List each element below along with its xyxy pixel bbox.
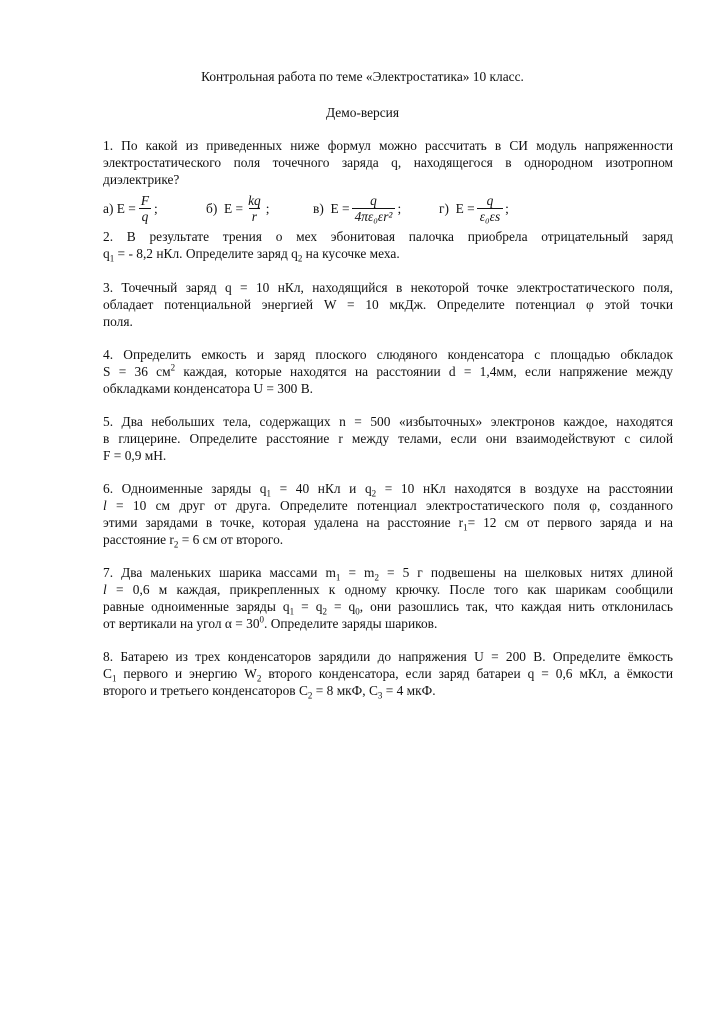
question-7: [103, 564, 673, 632]
denominator: q: [139, 208, 152, 224]
question-4-line: 4. Определить емкость и заряд плоского слюдяного конденсатора с площадью обкладок: [103, 347, 673, 362]
question-7-line: l = 0,6 м каждая, прикрепленных к одному крючку. После того как шарикам сообщили: [103, 582, 673, 597]
question-2-line: 2. В результате трения о мех эбонитовая палочка приобрела отрицательный заряд: [103, 229, 673, 244]
question-5-line: в глицерине. Определите расстояние r между телами, если они взаимодействуют с силой: [103, 431, 673, 446]
option-end: ;: [154, 200, 158, 216]
option-label: б): [206, 200, 218, 216]
question-1-line: диэлектрике?: [103, 172, 180, 187]
option-lhs: E =: [330, 200, 350, 216]
fraction: [138, 193, 152, 224]
fraction: [245, 193, 264, 224]
page-subtitle: Демо-версия: [325, 105, 400, 120]
numerator: q: [370, 192, 377, 208]
question-6-line: 6. Одноименные заряды $q_1 = 40$ нКл и $q_2 = 10$ нКл находятся в воздухе на расстоянии: [103, 481, 673, 499]
option-label: г): [439, 200, 449, 216]
question-1-line: электростатического поля точечного заряда q, находящегося в однородном изотропном: [103, 155, 673, 170]
question-4-line: S = 36 $см^2$ каждая, которые находятся на расстоянии d = 1,4мм, если напряжение между: [103, 362, 674, 379]
question-3-line: поля.: [103, 314, 133, 329]
question-6-line: l = 10 см друг от друга. Определите потенциал электростатического поля φ, созданного: [103, 498, 673, 513]
option-lhs: E =: [455, 200, 475, 216]
question-8-line: 8. Батарею из трех конденсаторов зарядили до напряжения U = 200 В. Определите ёмкость: [103, 649, 673, 664]
option-g: [439, 188, 509, 228]
option-end: ;: [505, 200, 509, 216]
option-a: [103, 188, 158, 228]
question-7-line: от вертикали на угол $\alpha = 30^0$. Определите заряды шариков.: [103, 614, 438, 631]
question-1-line: 1. По какой из приведенных ниже формул можно рассчитать в СИ модуль напряженности: [103, 138, 673, 153]
denominator: ε₀εs: [477, 208, 503, 224]
question-7-line: 7. Два маленьких шарика массами $m_1 = m_2 = 5$ г подвешены на шелковых нитях длиной: [103, 565, 674, 583]
question-1: [103, 137, 673, 188]
option-b: [206, 188, 269, 228]
option-label: а): [103, 200, 114, 216]
question-4-line: обкладками конденсатора U = 300 В.: [103, 381, 313, 396]
question-5-line: 5. Два небольших тела, содержащих n = 500 «избыточных» электронов каждое, находятся: [103, 414, 673, 429]
option-label: в): [313, 200, 324, 216]
question-7-line: равные одноименные заряды $q_1 = q_2 = q_0$, они разошлись так, что каждая нить отклонилась: [103, 599, 674, 617]
fraction: [352, 193, 396, 224]
numerator: q: [486, 192, 494, 208]
question-6-line: этими зарядами в точке, которая удалена на расстояние $r_1= 12$ см от первого заряда и на: [103, 515, 673, 533]
question-4: [103, 346, 673, 397]
option-v: [313, 188, 401, 228]
question-8-line: второго и третьего конденсаторов $C_2 = 8$ мкФ, $C_3 = 4$ мкФ.: [103, 683, 436, 701]
question-6-line: расстояние $r_2 = 6$ см от второго.: [103, 532, 284, 550]
question-3: [103, 279, 673, 330]
numerator: F: [140, 192, 150, 208]
option-end: ;: [265, 200, 270, 216]
numerator: kq: [248, 192, 261, 208]
option-end: ;: [397, 200, 402, 216]
option-lhs: E =: [223, 200, 244, 216]
question-5: [103, 413, 673, 464]
question-1-options: [103, 188, 673, 228]
question-8: [103, 648, 673, 699]
question-2: [103, 228, 673, 262]
page-title: Контрольная работа по теме «Электростатика» 10 класс.: [201, 69, 524, 84]
question-6: [103, 480, 673, 548]
question-3-line: 3. Точечный заряд q = 10 нКл, находящийся в некоторой точке электростатического поля,: [103, 280, 673, 295]
fraction: [477, 193, 503, 224]
question-5-line: F = 0,9 мН.: [103, 448, 167, 463]
option-lhs: E =: [116, 200, 136, 216]
question-3-line: обладает потенциальной энергией W = 10 мкДж. Определите потенциал φ этой точки: [103, 297, 673, 312]
question-8-line: $C_1$ первого и энергию $W_2$ второго конденсатора, если заряд батареи q = 0,6 мКл, а ёмкости: [103, 666, 673, 684]
denominator: 4πε₀εr²: [352, 208, 396, 224]
denominator: r: [249, 208, 260, 224]
question-2-line: $q_1$ = - 8,2 нКл. Определите заряд $q_2$ на кусочке меха.: [103, 246, 400, 264]
